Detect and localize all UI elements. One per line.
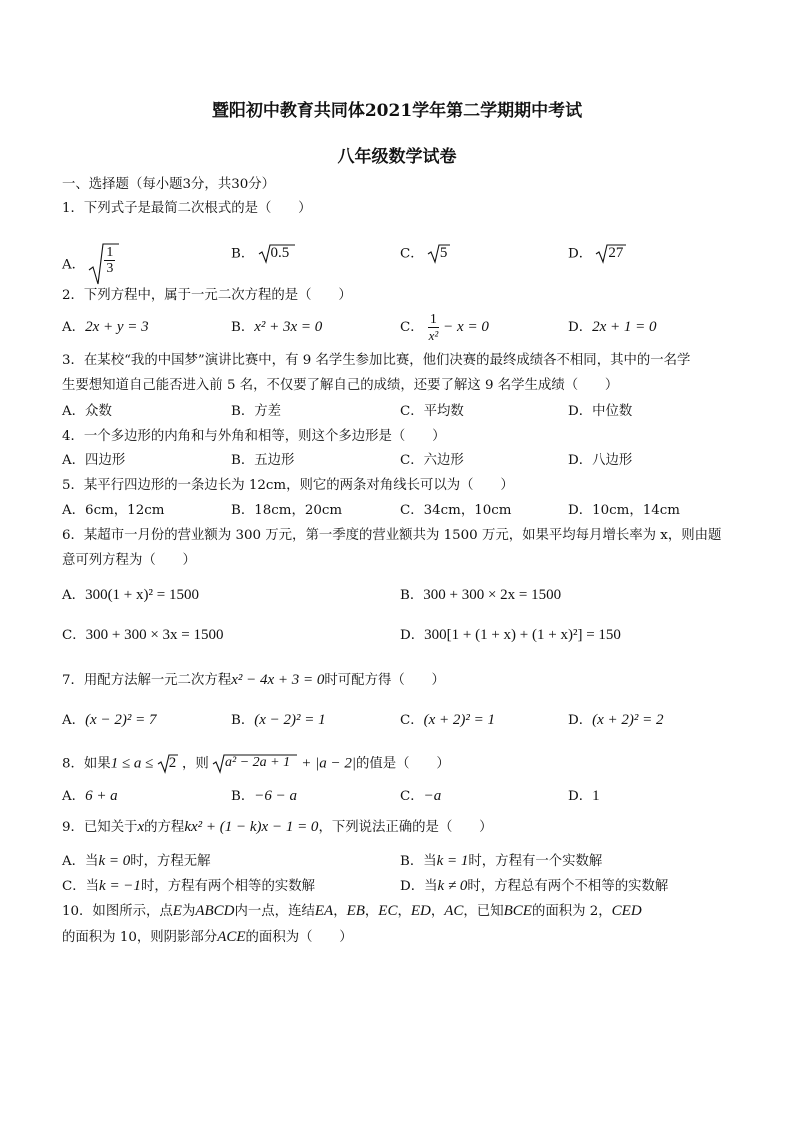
q10-line2: 的面积为 10，则阴影部分ACE的面积为（ ）: [62, 929, 353, 945]
q8-option-b: B．−6 − a: [231, 788, 297, 804]
q2-stem: 2．下列方程中，属于一元二次方程的是（ ）: [62, 288, 352, 303]
q2-c-fraction: $\frac{1}{\text{x²}}$: [428, 312, 439, 343]
q7-option-d: D．(x + 2)² = 2: [568, 712, 664, 728]
q1-stem: 1．下列式子是最简二次根式的是（ ）: [62, 201, 312, 216]
q1-option-d: D． 27: [568, 244, 626, 264]
q8-option-d: D．1: [568, 788, 600, 804]
q1-a-label: A．: [62, 257, 86, 273]
exam-title: 暨阳初中教育共同体2021学年第二学期期中考试: [211, 101, 583, 121]
q1-option-c: C． 5: [400, 244, 450, 264]
q4-stem: 4．一个多边形的内角和与外角和相等，则这个多边形是（ ）: [62, 429, 446, 444]
q7-option-c: C．(x + 2)² = 1: [400, 712, 496, 728]
q1-a-fraction: $\frac{1}{3}$: [106, 245, 114, 276]
q5-stem: 5．某平行四边形的一条边长为 12cm，则它的两条对角线长可以为（ ）: [62, 478, 514, 493]
exam-subtitle: 八年级数学试卷: [337, 147, 457, 167]
q10-line1: 10．如图所示，点E为ABCD内一点，连结EA，EB，EC，ED，AC，已知BCE的面积为 2，CED: [62, 903, 642, 919]
q1-option-b: B． 0.5: [231, 244, 295, 264]
q2-option-b: B．x² + 3x = 0: [231, 319, 323, 335]
q3-line1: 3．在某校“我的中国梦”演讲比赛中，有 9 名学生参加比赛，他们决赛的最终成绩各不相同，其中的一名学: [62, 353, 691, 368]
q6-option-d: D．300[1 + (1 + x) + (1 + x)²] = 150: [400, 627, 621, 643]
q3-line2: 生要想知道自己能否进入前 5 名，不仅要了解自己的成绩，还要了解这 9 名学生成绩（ ）: [62, 378, 619, 393]
q2-option-d: D．2x + 1 = 0: [568, 319, 657, 335]
section-heading: 一、选择题（每小题3分，共30分）: [62, 177, 276, 192]
q5-option-b: B．18cm，20cm: [231, 503, 343, 518]
q3-option-b: B．方差: [231, 404, 282, 419]
q9-option-a: A．当k = 0时，方程无解: [62, 853, 211, 869]
q7-option-a: A．(x − 2)² = 7: [62, 712, 157, 728]
q6-option-b: B．300 + 300 × 2x = 1500: [400, 587, 562, 603]
q6-line2: 意可列方程为（ ）: [62, 553, 196, 568]
q8-option-a: A．6 + a: [62, 788, 118, 804]
q5-option-d: D．10cm，14cm: [568, 503, 680, 518]
q3-option-d: D．中位数: [568, 404, 633, 419]
q4-option-c: C．六边形: [400, 453, 464, 468]
q6-option-a: A．300(1 + x)² = 1500: [62, 587, 199, 603]
q5-option-c: C．34cm，10cm: [400, 503, 512, 518]
q7-stem: 7．用配方法解一元二次方程x² − 4x + 3 = 0时可配方得（ ）: [62, 672, 445, 688]
q3-option-a: A．众数: [62, 404, 112, 419]
q3-option-c: C．平均数: [400, 404, 464, 419]
q7-option-b: B．(x − 2)² = 1: [231, 712, 326, 728]
q2-option-c: C． $\frac{1}{\text{x²}}$ − x = 0: [400, 312, 489, 343]
q6-option-c: C．300 + 300 × 3x = 1500: [62, 627, 224, 643]
q5-option-a: A．6cm，12cm: [62, 503, 165, 518]
q4-option-d: D．八边形: [568, 453, 633, 468]
q8-stem: 8．如果1 ≤ a ≤ 2 ，则 a² − 2a + 1 + |a − 2|的值是（ ）: [62, 754, 450, 774]
q6-line1: 6．某超市一月份的营业额为 300 万元，第一季度的营业额共为 1500 万元，如果平均每月增长率为 x，则由题: [62, 528, 722, 543]
q4-option-a: A．四边形: [62, 453, 126, 468]
q4-option-b: B．五边形: [231, 453, 295, 468]
q8-option-c: C．−a: [400, 788, 442, 804]
q9-option-c: C．当k = −1时，方程有两个相等的实数解: [62, 878, 316, 894]
q2-option-a: A．2x + y = 3: [62, 319, 149, 335]
q9-option-b: B．当k = 1时，方程有一个实数解: [400, 853, 603, 869]
q9-stem: 9．已知关于x的方程kx² + (1 − k)x − 1 = 0，下列说法正确的是（ ）: [62, 819, 493, 835]
q9-option-d: D．当k ≠ 0时，方程总有两个不相等的实数解: [400, 878, 669, 894]
q1-a-radical: [89, 242, 119, 284]
q1-option-a: [62, 244, 119, 286]
